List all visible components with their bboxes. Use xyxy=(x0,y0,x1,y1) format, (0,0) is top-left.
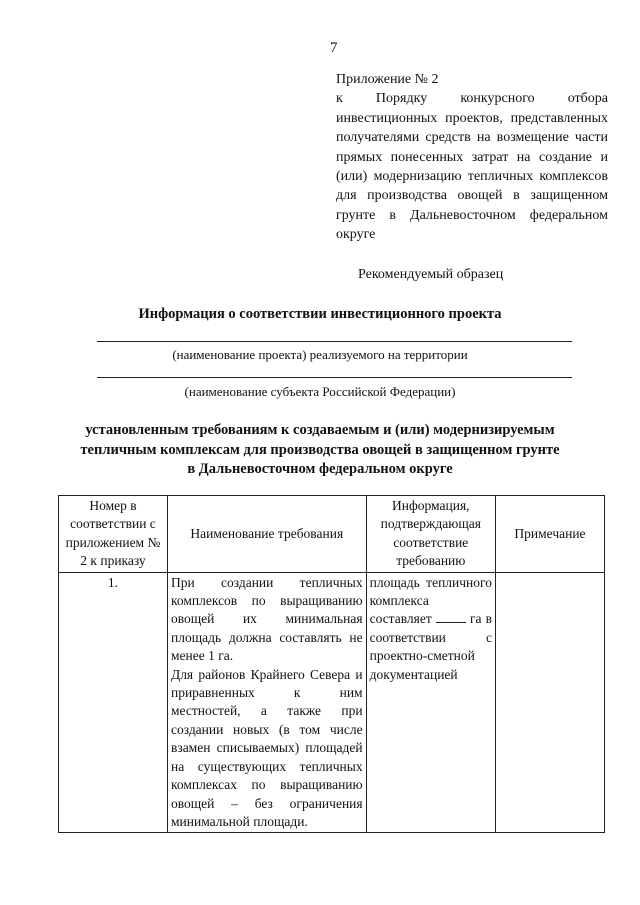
subject-caption: (наименование субъекта Российской Федерации) xyxy=(184,384,456,399)
subject-line xyxy=(97,377,572,378)
recommended-sample-label: Рекомендуемый образец xyxy=(358,267,504,282)
header-note: Примечание xyxy=(495,496,604,573)
requirement-paragraph: Для районов Крайнего Севера и приравненных к ним местностей, а также при создании новых (в том числе взамен списываемых) площадей на существующих тепличных комплексах по выращиванию овощей – без ограничения минимальной площади. xyxy=(170,666,363,829)
info-text-after: в соответствии с проектно-сметной документацией xyxy=(369,611,492,682)
requirements-title xyxy=(70,421,570,480)
cell-note xyxy=(495,572,604,833)
cell-requirement xyxy=(167,572,366,833)
requirements-title-line: в Дальневосточном федеральном округе xyxy=(187,461,453,477)
table-header-row xyxy=(59,496,605,573)
requirements-title-line: установленным требованиям к создаваемым и (или) модернизируемым xyxy=(85,422,555,438)
project-name-caption: (наименование проекта) реализуемого на территории xyxy=(172,347,468,362)
cell-number: 1. xyxy=(59,572,168,833)
appendix-title: Приложение № 2 xyxy=(336,72,439,87)
header-number: Номер в соответствии с приложением № 2 к приказу xyxy=(59,496,168,573)
requirements-table xyxy=(58,495,605,833)
cell-info xyxy=(366,572,495,833)
info-paragraph xyxy=(370,574,492,684)
project-name-line xyxy=(97,341,572,342)
appendix-text: к Порядку конкурсного отбора инвестиционных проектов, представленных получателями средств на возмещение части прямых понесенных затрат на создание и (или) модернизацию тепличных комплексов для производства овощей в защищенном грунте в Дальневосточном федеральном округе xyxy=(336,91,608,243)
table-row xyxy=(59,572,605,833)
info-unit: га xyxy=(469,611,482,627)
page-number: 7 xyxy=(330,40,338,56)
header-info: Информация, подтверждающая соответствие требованию xyxy=(366,496,495,573)
requirements-title-line: тепличным комплексам для производства овощей в защищенном грунте xyxy=(80,441,560,458)
area-blank xyxy=(436,610,466,623)
appendix-block xyxy=(336,70,608,245)
requirement-paragraph: При создании тепличных комплексов по выращиванию овощей их минимальная площадь должна составлять не менее 1 га. xyxy=(170,574,363,664)
header-requirement: Наименование требования xyxy=(167,496,366,573)
info-text-before: площадь тепличного комплекса составляет xyxy=(369,574,492,627)
info-title: Информация о соответствии инвестиционного проекта xyxy=(138,306,502,322)
